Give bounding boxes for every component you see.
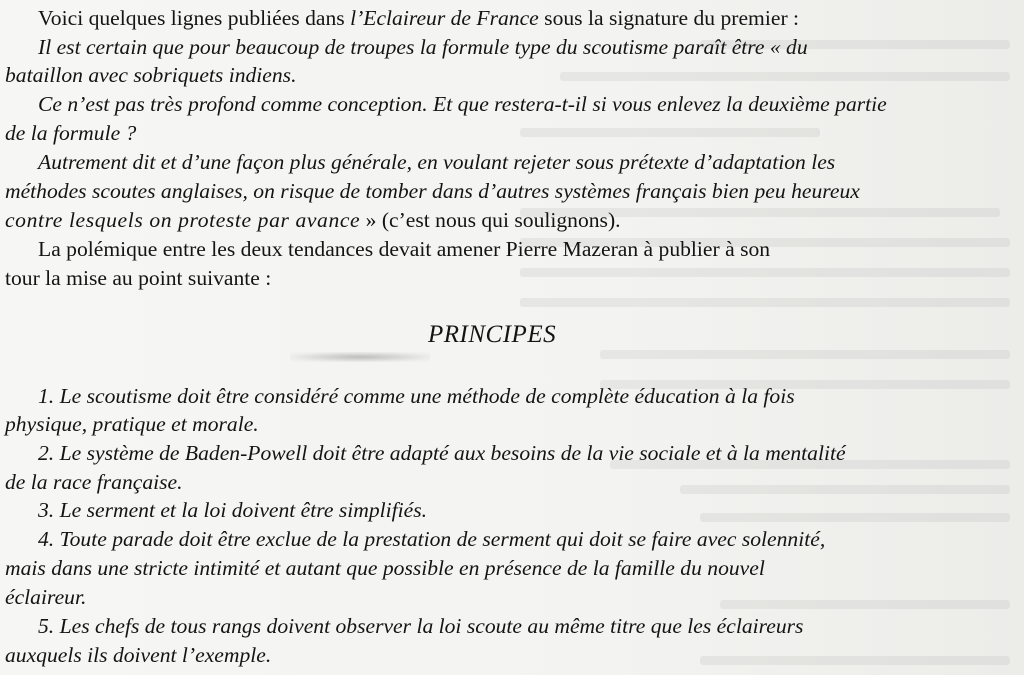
quote-line: Il est certain que pour beaucoup de troupes la formule type du scoutisme paraît être « du	[38, 35, 808, 59]
text-span: sous la signature du premier :	[538, 6, 800, 30]
quote-line: méthodes scoutes anglaises, on risque de tomber dans d’autres systèmes français bien peu heureux	[5, 179, 860, 203]
quote-line: de la formule ?	[5, 121, 137, 145]
text-line	[5, 207, 621, 233]
principle-line: 5. Les chefs de tous rangs doivent observer la loi scoute au même titre que les éclaireurs	[38, 614, 804, 638]
text-line: tour la mise au point suivante :	[5, 266, 272, 290]
publication-title: l’Eclaireur de France	[350, 6, 539, 30]
principle-line: de la race française.	[5, 470, 183, 494]
principle-line: 1. Le scoutisme doit être considéré comme une méthode de complète éducation à la fois	[38, 384, 795, 408]
text-span: » (c’est nous qui soulignons).	[360, 208, 621, 232]
principle-line: 3. Le serment et la loi doivent être simplifiés.	[38, 498, 428, 522]
quote-line: Ce n’est pas très profond comme conception. Et que restera-t-il si vous enlevez la deuxième partie	[38, 92, 887, 116]
principle-line: 2. Le système de Baden-Powell doit être adapté aux besoins de la vie sociale et à la mentalité	[38, 441, 846, 465]
principle-line: physique, pratique et morale.	[5, 412, 259, 436]
section-heading: PRINCIPES	[428, 321, 557, 348]
principle-line: mais dans une stricte intimité et autant que possible en présence de la famille du nouvel	[5, 556, 765, 580]
text-span: Voici quelques lignes publiées dans	[38, 6, 351, 30]
text-line	[38, 5, 799, 31]
text-line: La polémique entre les deux tendances devait amener Pierre Mazeran à publier à son	[38, 237, 771, 261]
quote-line: Autrement dit et d’une façon plus générale, en voulant rejeter sous prétexte d’adaptation les	[38, 150, 836, 174]
print-smudge	[290, 352, 430, 362]
principle-line: 4. Toute parade doit être exclue de la prestation de serment qui doit se faire avec solennité,	[38, 527, 826, 551]
principle-line: éclaireur.	[5, 585, 87, 609]
emphasized-text: contre lesquels on proteste par avance	[5, 208, 361, 232]
quote-line: bataillon avec sobriquets indiens.	[5, 63, 297, 87]
principle-line: auxquels ils doivent l’exemple.	[5, 643, 272, 667]
